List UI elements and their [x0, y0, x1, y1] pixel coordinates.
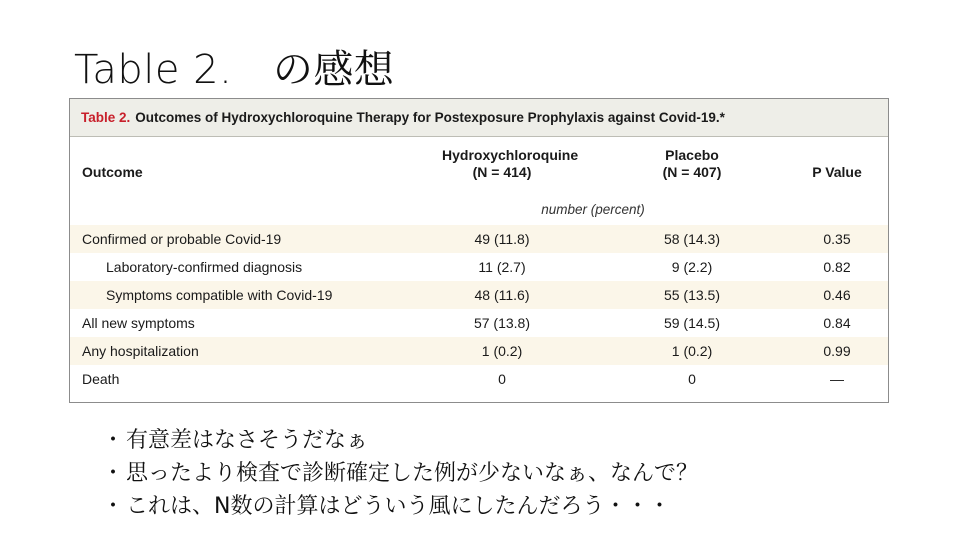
table-caption	[70, 99, 888, 137]
table-row	[70, 225, 888, 253]
header-placebo-n: (N = 407)	[662, 164, 722, 180]
table-row	[70, 281, 888, 309]
row-outcome: Death	[82, 371, 120, 387]
table-row	[70, 309, 888, 337]
list-item	[102, 490, 698, 523]
row-outcome: Laboratory-confirmed diagnosis	[106, 259, 303, 275]
row-placebo-value: 58 (14.3)	[663, 231, 721, 247]
bullet-marker: ・	[102, 461, 125, 486]
bullet-text: 有意差はなさそうだなぁ	[126, 428, 369, 453]
bullet-text: これは、N数の計算はどういう風にしたんだろう・・・	[126, 494, 671, 519]
header-outcome: Outcome	[82, 164, 143, 180]
row-placebo-value: 9 (2.2)	[671, 259, 713, 275]
table-header	[70, 137, 888, 201]
row-p-value: 0.82	[823, 259, 851, 275]
row-hcq-value: 57 (13.8)	[473, 315, 531, 331]
row-outcome: Confirmed or probable Covid-19	[82, 231, 282, 247]
row-hcq-value: 0	[498, 371, 506, 387]
row-hcq-value: 11 (2.7)	[478, 259, 526, 275]
row-placebo-value: 55 (13.5)	[663, 287, 721, 303]
header-placebo	[632, 147, 752, 181]
header-p-value: P Value	[812, 164, 862, 180]
table-row	[70, 337, 888, 365]
row-hcq-value: 1 (0.2)	[481, 343, 523, 359]
header-hydroxychloroquine	[442, 147, 579, 181]
table-caption-number: Table 2.	[81, 110, 131, 125]
row-p-value: 0.46	[823, 287, 851, 303]
comment-bullets	[102, 424, 698, 523]
row-p-value: 0.99	[823, 343, 851, 359]
row-hcq-value: 48 (11.6)	[474, 287, 530, 303]
slide-title: Table 2. の感想	[74, 47, 395, 93]
row-placebo-value: 59 (14.5)	[663, 315, 721, 331]
bullet-text: 思ったより検査で診断確定した例が少ないなぁ、なんで？	[126, 461, 699, 486]
row-outcome: Any hospitalization	[82, 343, 199, 359]
row-p-value: 0.84	[823, 315, 851, 331]
header-placebo-name: Placebo	[665, 147, 719, 163]
header-hcq-name: Hydroxychloroquine	[442, 147, 579, 163]
bullet-marker: ・	[102, 428, 125, 453]
table-row	[70, 365, 888, 393]
table-caption-text: Outcomes of Hydroxychloroquine Therapy for Postexposure Prophylaxis against Covid-19.*	[135, 110, 725, 125]
list-item	[102, 424, 698, 457]
row-outcome: Symptoms compatible with Covid-19	[106, 287, 333, 303]
units-row	[70, 201, 888, 225]
list-item	[102, 457, 698, 490]
table-row	[70, 253, 888, 281]
units-label: number (percent)	[541, 202, 645, 217]
row-placebo-value: 1 (0.2)	[671, 343, 713, 359]
header-hcq-n: (N = 414)	[472, 164, 532, 180]
outcomes-table	[69, 98, 889, 403]
row-p-value: 0.35	[823, 231, 851, 247]
row-outcome: All new symptoms	[82, 315, 195, 331]
row-hcq-value: 49 (11.8)	[474, 231, 530, 247]
bullet-marker: ・	[102, 494, 125, 519]
row-p-value: —	[830, 371, 844, 387]
row-placebo-value: 0	[688, 371, 696, 387]
